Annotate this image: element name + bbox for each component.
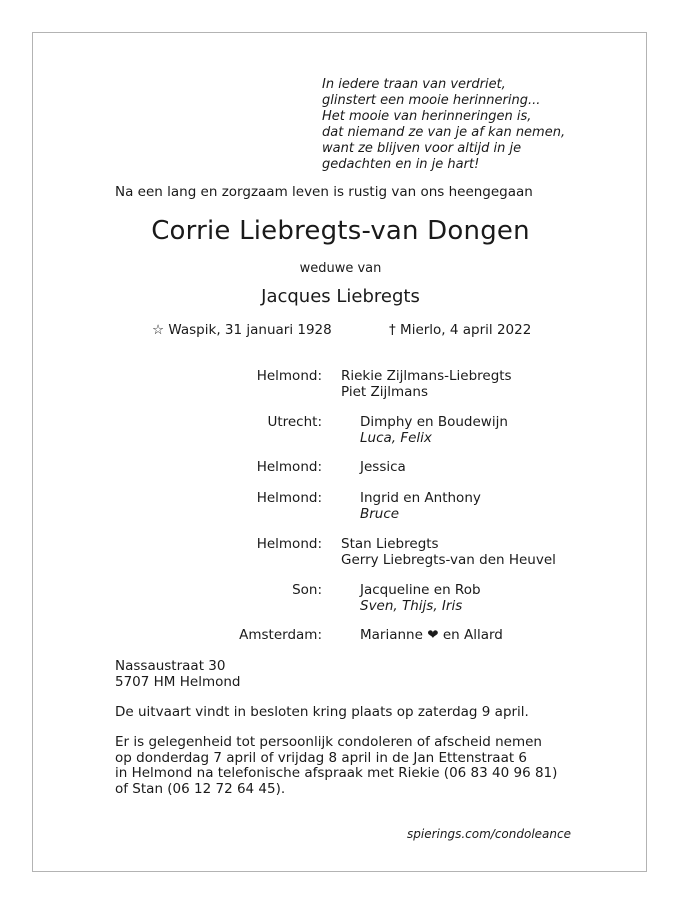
family-names [341, 368, 512, 400]
address [115, 658, 240, 690]
death-info: † Mierlo, 4 april 2022 [389, 322, 532, 338]
grandchildren-line: Luca, Felix [360, 430, 432, 446]
funeral-text: De uitvaart vindt in besloten kring plaats op zaterdag 9 april. [115, 704, 529, 720]
family-place: Utrecht: [267, 414, 322, 430]
family-names [360, 459, 406, 475]
family-names [360, 627, 503, 643]
family-place: Helmond: [256, 536, 322, 552]
intro-text: Na een lang en zorgzaam leven is rustig van ons heengegaan [115, 184, 533, 200]
condolence-line: of Stan (06 12 72 64 45). [115, 780, 286, 797]
birth-info: ☆ Waspik, 31 januari 1928 [152, 322, 332, 338]
family-name-line: en Allard [442, 627, 503, 643]
widow-of-text: weduwe van [299, 261, 382, 276]
family-place: Helmond: [256, 459, 322, 475]
family-name-line: Marianne [360, 627, 423, 643]
condolence-website-link[interactable]: spierings.com/condoleance [407, 827, 571, 841]
poem-line: want ze blijven voor altijd in je [322, 141, 522, 156]
condolence-line: op donderdag 7 april of vrijdag 8 april in de Jan Ettenstraat 6 [115, 749, 528, 766]
family-place: Helmond: [256, 490, 322, 506]
poem [322, 77, 565, 173]
grandchildren-line: Sven, Thijs, Iris [360, 598, 463, 614]
heart-icon: ❤ [427, 627, 439, 643]
condolence-line: Er is gelegenheid tot persoonlijk condoleren of afscheid nemen [115, 734, 542, 750]
family-name-line: Jessica [360, 459, 406, 475]
address-line: Nassaustraat 30 [115, 658, 226, 674]
family-name-line: Dimphy en Boudewijn [360, 414, 508, 430]
family-names [341, 536, 556, 568]
condolence-line: in Helmond na telefonische afspraak met Riekie (06 83 40 96 81) [115, 765, 558, 781]
family-names [360, 490, 481, 522]
family-name-line: Ingrid en Anthony [360, 490, 481, 506]
family-name-line: Piet Zijlmans [341, 384, 428, 400]
poem-line: gedachten en in je hart! [322, 157, 480, 172]
poem-line: Het mooie van herinneringen is, [322, 109, 532, 124]
poem-line: glinstert een mooie herinnering... [322, 93, 541, 108]
family-place: Amsterdam: [239, 627, 322, 643]
address-line: 5707 HM Helmond [115, 674, 241, 690]
family-names [360, 582, 481, 614]
family-name-line: Gerry Liebregts-van den Heuvel [341, 552, 556, 568]
family-name-line: Jacqueline en Rob [360, 582, 481, 598]
family-name-line: Stan Liebregts [341, 536, 439, 552]
poem-line: dat niemand ze van je af kan nemen, [322, 125, 566, 140]
condolence-text [115, 735, 557, 797]
family-place: Son: [292, 582, 322, 598]
poem-line: In iedere traan van verdriet, [322, 77, 506, 92]
family-place: Helmond: [256, 368, 322, 384]
family-names [360, 414, 508, 446]
family-name-line: Riekie Zijlmans-Liebregts [341, 368, 512, 384]
husband-name: Jacques Liebregts [261, 286, 420, 307]
grandchildren-line: Bruce [360, 506, 400, 522]
deceased-name: Corrie Liebregts-van Dongen [151, 216, 530, 246]
